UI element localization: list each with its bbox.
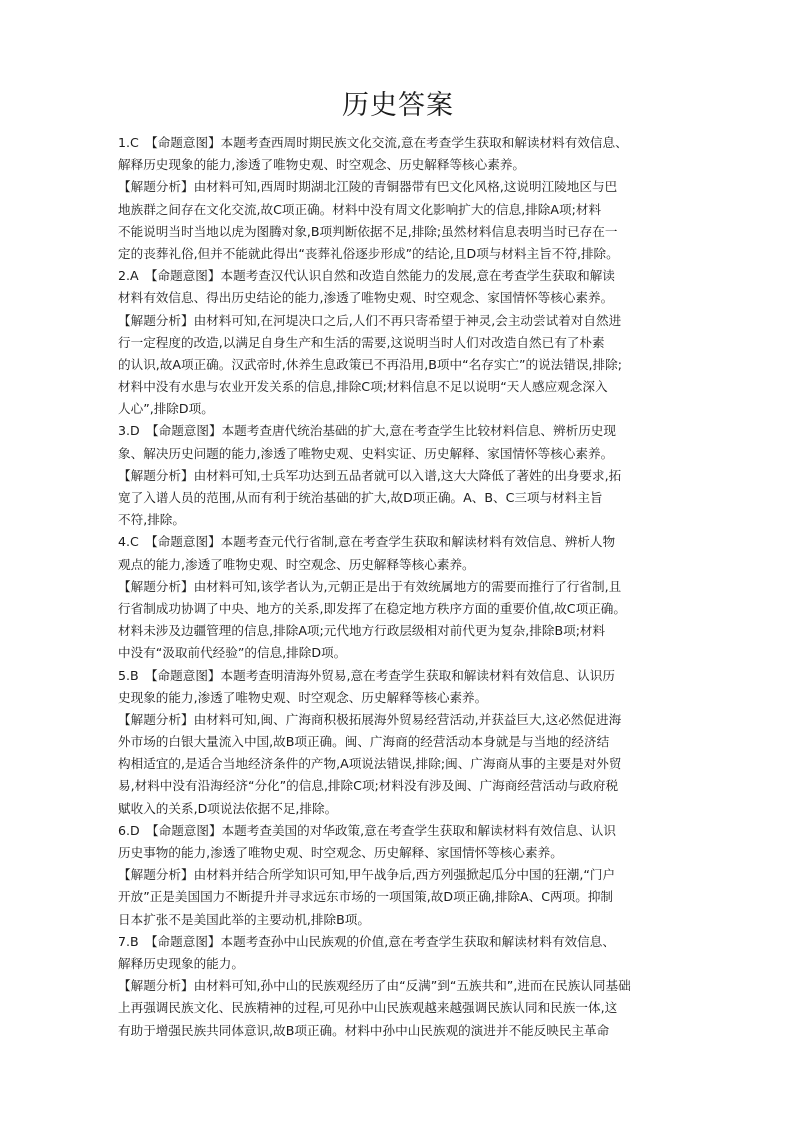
- answer-text-line: 材料未涉及边疆管理的信息,排除A项;元代地方行政层级相对前代更为复杂,排除B项;材料: [118, 623, 606, 639]
- answer-document: [118, 86, 678, 1042]
- answer-text-line: 7.B 【命题意图】本题考查孙中山民族观的价值,意在考查学生获取和解读材料有效信息、: [118, 933, 615, 949]
- answer-text-line: 日本扩张不是美国此举的主要动机,排除B项。: [118, 911, 370, 927]
- answer-text-line: 定的丧葬礼俗,但并不能就此得出“丧葬礼俗逐步形成”的结论,且D项与材料主旨不符,排除。: [118, 245, 619, 261]
- answer-item: [118, 531, 678, 664]
- answer-item: [118, 265, 678, 420]
- answer-text-line: 解释历史现象的能力。: [118, 955, 244, 971]
- answer-text-line: 6.D 【命题意图】本题考查美国的对华政策,意在考查学生获取和解读材料有效信息、认识: [118, 822, 616, 838]
- answer-text-line: 【解题分析】由材料可知,西周时期湖北江陵的青铜器带有巴文化风格,这说明江陵地区与巴: [118, 179, 618, 195]
- answer-text-line: 的认识,故A项正确。汉武帝时,休养生息政策已不再沿用,B项中“名存实亡”的说法错误,排除;: [118, 356, 622, 372]
- answer-text-line: 行省制成功协调了中央、地方的关系,即发挥了在稳定地方秩序方面的重要价值,故C项正确。: [118, 600, 626, 616]
- answer-text-line: 易,材料中没有沿海经济“分化”的信息,排除C项;材料没有涉及闽、广海商经营活动与政府税: [118, 778, 619, 794]
- answer-text-line: 2.A 【命题意图】本题考查汉代认识自然和改造自然能力的发展,意在考查学生获取和解读: [118, 268, 615, 284]
- answer-text-line: 历史事物的能力,渗透了唯物史观、时空观念、历史解释、家国情怀等核心素养。: [118, 845, 563, 860]
- answer-text-line: 解释历史现象的能力,渗透了唯物史观、时空观念、历史解释等核心素养。: [118, 157, 526, 173]
- answer-text-line: 宽了入谱人员的范围,从而有利于统治基础的扩大,故D项正确。A、B、C三项与材料主旨: [118, 490, 603, 505]
- answer-text-line: 有助于增强民族共同体意识,故B项正确。材料中孙中山民族观的演进并不能反映民主革命: [118, 1022, 610, 1038]
- answer-item: [118, 931, 678, 1042]
- answer-text-line: 【解题分析】由材料可知,在河堤决口之后,人们不再只寄希望于神灵,会主动尝试着对自然进: [118, 312, 622, 328]
- answer-text-line: 人心”,排除D项。: [118, 401, 214, 417]
- answer-item: [118, 132, 678, 265]
- answer-text-line: 【解题分析】由材料并结合所学知识可知,甲午战争后,西方列强掀起瓜分中国的狂潮,“门户: [118, 867, 616, 883]
- answer-text-line: 行一定程度的改造,以满足自身生产和生活的需要,这说明当时人们对改造自然已有了朴素: [118, 334, 605, 350]
- answer-text-line: 不能说明当时当地以虎为图腾对象,B项判断依据不足,排除;虽然材料信息表明当时已存在一: [118, 223, 618, 239]
- answer-text-line: 构相适宜的,是适合当地经济条件的产物,A项说法错误,排除;闽、广海商从事的主要是对外贸: [118, 756, 622, 772]
- answer-text-line: 地族群之间存在文化交流,故C项正确。材料中没有周文化影响扩大的信息,排除A项;材料: [118, 201, 602, 217]
- answer-text-line: 开放”正是美国国力不断提升并寻求远东市场的一项国策,故D项正确,排除A、C两项。抑制: [118, 889, 614, 905]
- answer-text-line: 【解题分析】由材料可知,闽、广海商积极拓展海外贸易经营活动,并获益巨大,这必然促进海: [118, 711, 622, 727]
- answer-text-line: 5.B 【命题意图】本题考查明清海外贸易,意在考查学生获取和解读材料有效信息、认识历: [118, 667, 615, 683]
- answer-text-line: 3.D 【命题意图】本题考查唐代统治基础的扩大,意在考查学生比较材料信息、辨析历史现: [118, 423, 616, 439]
- page-title: 历史答案: [342, 90, 454, 121]
- answer-text-line: 赋收入的关系,D项说法依据不足,排除。: [118, 800, 338, 816]
- answer-text-line: 外市场的白银大量流入中国,故B项正确。闽、广海商的经营活动本身就是与当地的经济结: [118, 734, 610, 750]
- answer-text-line: 上再强调民族文化、民族精神的过程,可见孙中山民族观越来越强调民族认同和民族一体,这: [118, 1000, 618, 1016]
- answer-text-line: 不符,排除。: [118, 512, 185, 528]
- answer-text-line: 【解题分析】由材料可知,孙中山的民族观经历了由“反满”到“五族共和”,进而在民族认同基础: [118, 978, 631, 994]
- answer-text-line: 4.C 【命题意图】本题考查元代行省制,意在考查学生获取和解读材料有效信息、辨析人物: [118, 534, 616, 550]
- answer-text-line: 中没有“汲取前代经验”的信息,排除D项。: [118, 645, 347, 661]
- answer-text-line: 【解题分析】由材料可知,该学者认为,元朝正是出于有效统属地方的需要而推行了行省制,且: [118, 578, 622, 594]
- answer-text-line: 史现象的能力,渗透了唯物史观、时空观念、历史解释等核心素养。: [118, 689, 488, 705]
- answer-text-line: 象、解决历史问题的能力,渗透了唯物史观、史料实证、历史解释、家国情怀等核心素养。: [118, 445, 614, 461]
- answer-text-line: 材料中没有水患与农业开发关系的信息,排除C项;材料信息不足以说明“天人感应观念深入: [118, 379, 608, 395]
- answer-text-line: 观点的能力,渗透了唯物史观、时空观念、历史解释等核心素养。: [118, 556, 475, 572]
- answer-text-line: 【解题分析】由材料可知,士兵军功达到五品者就可以入谱,这大大降低了著姓的出身要求,拓: [118, 467, 622, 483]
- answer-item: [118, 820, 678, 931]
- answer-item: [118, 420, 678, 531]
- answer-text-line: 材料有效信息、得出历史结论的能力,渗透了唯物史观、时空观念、家国情怀等核心素养。: [118, 290, 614, 306]
- answer-text-line: 1.C 【命题意图】本题考查西周时期民族文化交流,意在考查学生获取和解读材料有效信息、: [118, 135, 628, 150]
- answer-item: [118, 665, 678, 820]
- answer-list: [118, 132, 678, 1042]
